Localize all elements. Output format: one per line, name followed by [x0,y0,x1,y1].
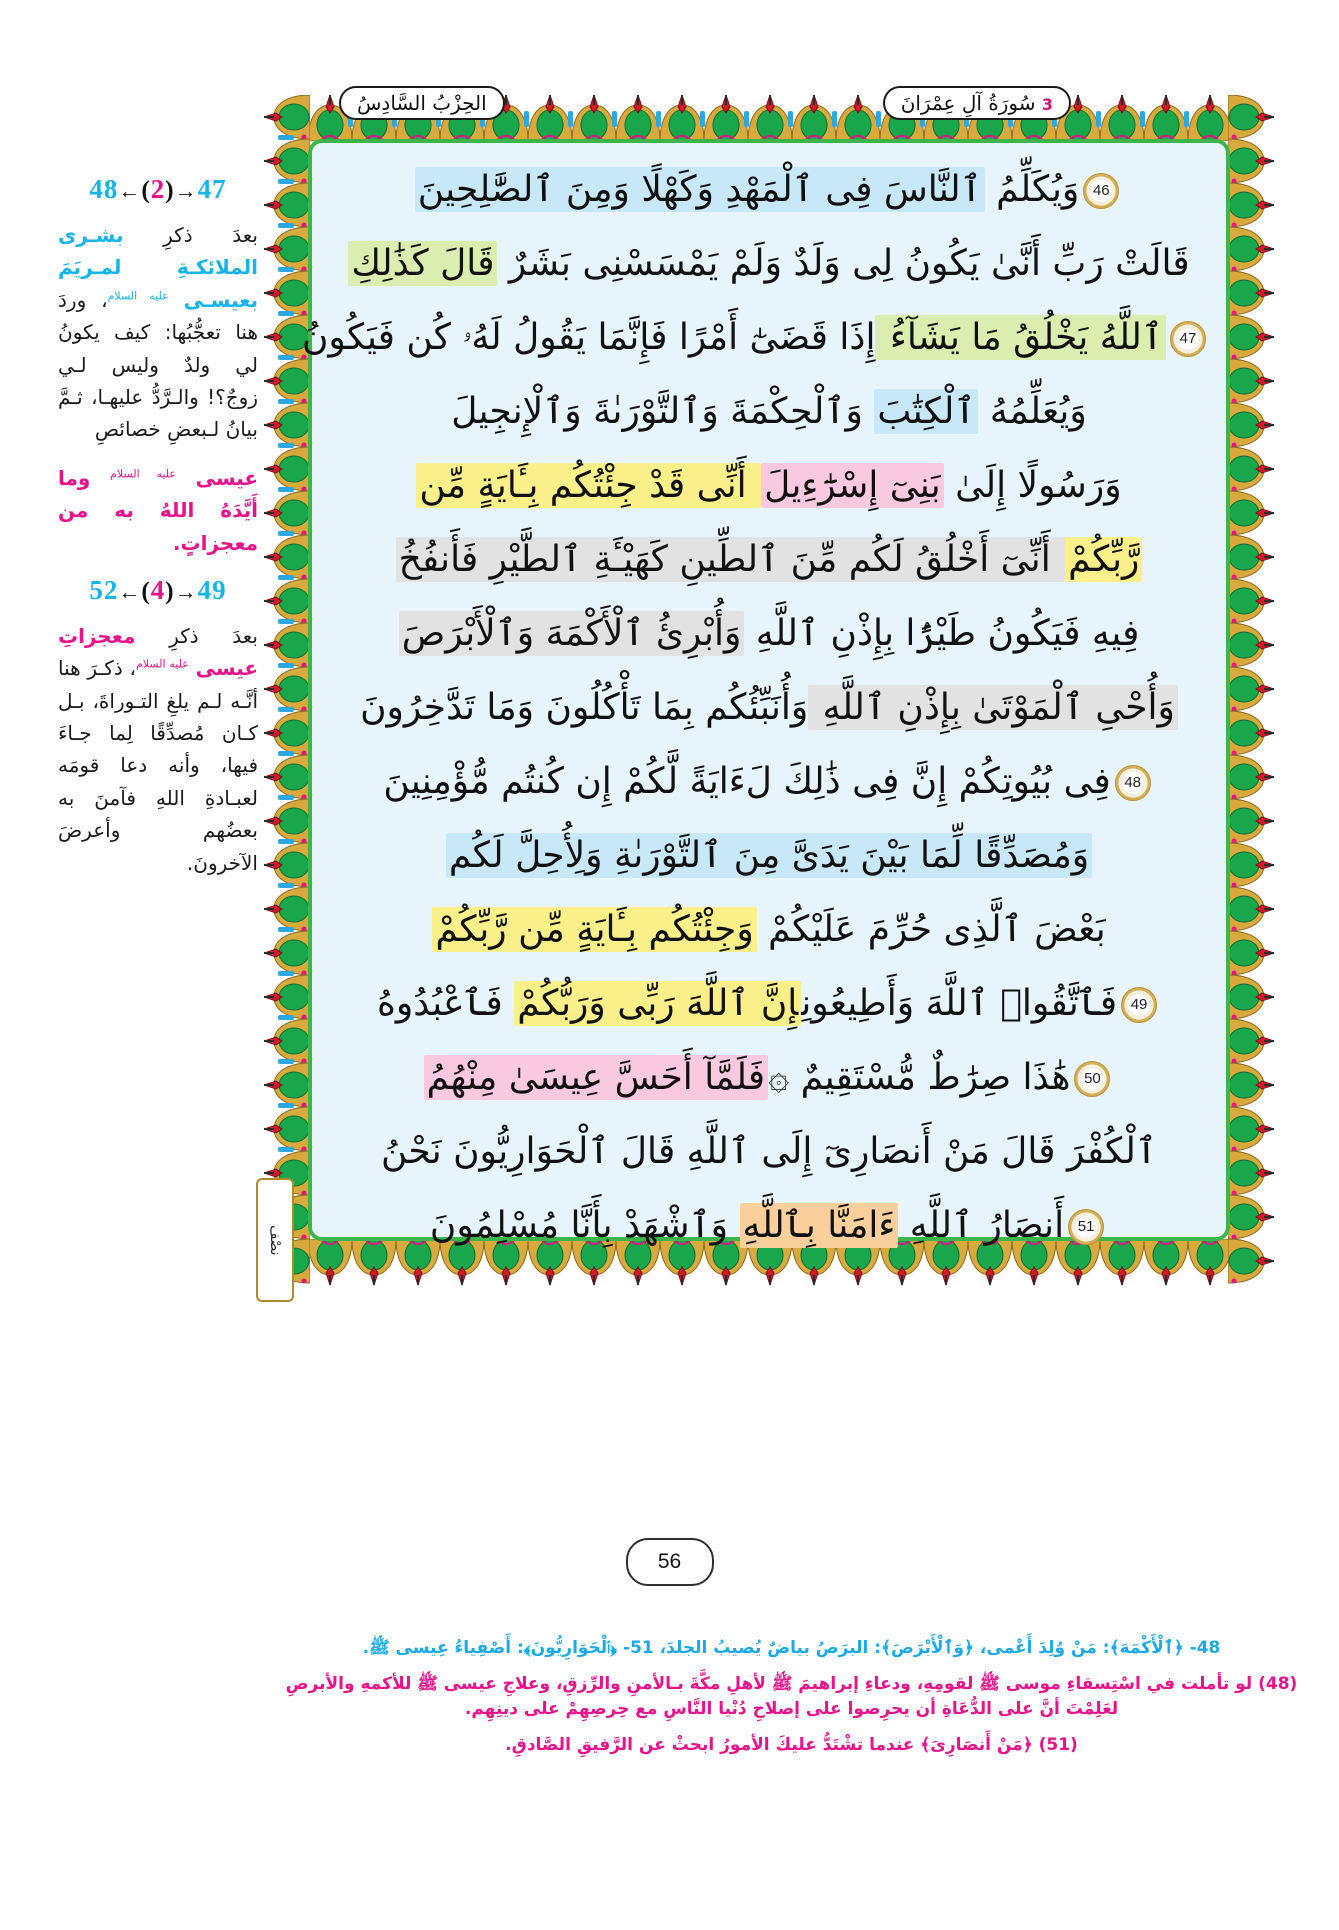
quran-text-segment-highlighted: ٱلْكِتَٰبَ [874,389,978,434]
commentary-paragraph-tail: عيسى $^{عليه السلام}$ وما أَيَّدَهُ اللهُ به من معجزاتٍ. [58,465,259,555]
quran-text-segment-highlighted: وَجِئْتُكُم بِـَٔايَةٍ مِّن رَّبِّكُمْ [432,907,756,952]
border-motif-right [1228,95,1274,1285]
border-motif-left [264,95,310,1285]
quran-line [328,671,1210,745]
quran-line [328,1041,1210,1115]
commentary-paragraph: بعدَ ذكرِ معجزاتِ عيسى $^{عليه السلام}$، ذكـرَ هنا أنَّـه لـم يلغِ التـوراةَ، بـل كـان مُصدِّقًا لِما جـاءَ فيها، وأنه دعا قومَه لعبـادةِ اللهِ فآمنَ به بعضُهم وأعرضَ الآخرونَ. [58,623,259,875]
footnote: 48- ﴿ٱلْأَكْمَهَ﴾: مَنْ وُلِدَ أَعْمى، ﴿وَٱلْأَبْرَصَ﴾: البرَصُ بياضٌ يُصيبُ الجلدَ، 51- ﴿ٱلْحَوَارِيُّونَ﴾: أَصْفِياءُ عِيسى ﷺ. [362,1638,1221,1658]
quran-text-segment-highlighted: وَأُحْىِ ٱلْمَوْتَىٰ بِإِذْنِ ٱللَّهِ [808,685,1178,730]
page-number-text: 56 [657,1550,682,1573]
quran-text-segment-highlighted: فَلَمَّآ أَحَسَّ عِيسَىٰ مِنْهُمُ [424,1055,769,1100]
quran-text-segment: ٱلْكُفْرَ قَالَ مَنْ أَنصَارِىٓ إِلَى ٱللَّهِ قَالَ ٱلْحَوَارِيُّونَ نَحْنُ [381,1131,1157,1172]
commentary-paragraph: بعدَ ذكرِ بشـرى الملائكـةِ لمـريَمَ بعيسـى $^{عليه السلام}$، وردَ هنا تعجُّبُها: كيف يكونُ لي ولدٌ وليس لـي زوجٌ؟! والـرَّدُّ عليهـا، ثـمَّ بيانُ لـبعضِ خصائصِ [58,223,258,442]
quran-text-segment-highlighted: بَنِىٓ إِسْرَٰٓءِيلَ [761,463,944,508]
footnote: (48) لو تأملت في اسْتِسقاءِ موسى ﷺ لقومِهِ، ودعاءِ إبراهيمَ ﷺ لأهلِ مكَّةَ بـالأمنِ والرِّزقِ، وعلاجِ عيسى ﷺ للأكمهِ والأبرصِ لعَلِمْتَ أنَّ على الدُّعَاةِ أن يحرِصوا على إصلاحِ دُنْيا النَّاسِ مع حِرصِهِمْ على دينِهِم. [285,1673,1298,1719]
footnotes-block [262,1636,1321,1768]
quran-text-segment: وَٱلْحِكْمَةَ وَٱلتَّوْرَىٰةَ وَٱلْإِنجِيلَ [451,391,875,432]
quran-text-segment: وَرَسُولًا إِلَىٰ [943,465,1122,506]
quran-line [328,1115,1210,1189]
quran-text-segment-highlighted: ءَامَنَّا بِٱللَّهِ [740,1203,899,1248]
quran-text-segment: إِذَا قَضَىٰٓ أَمْرًا فَإِنَّمَا يَقُولُ لَهُۥ كُن فَيَكُونُ [301,317,876,358]
quran-line [301,301,1210,375]
ayah-number-marker: 47 [1170,321,1206,357]
ayah-range-from: 47 [197,174,227,204]
ornamental-frame [264,95,1274,1285]
quran-text-segment: فَٱتَّقُوا۟ ٱللَّهَ وَأَطِيعُونِ [801,983,1118,1024]
ayah-range-paren-close: ) [165,577,175,605]
ayah-range-indicator [58,174,258,205]
hizb-label [339,86,505,120]
ayah-range-paren-open: ( [141,177,151,204]
quran-text-segment-highlighted: إِنَّ ٱللَّهَ رَبِّى وَرَبُّكُمْ [514,981,801,1026]
quran-line [328,1189,1210,1263]
frame-border-right [1228,95,1274,1285]
quran-line [328,967,1210,1041]
surah-label [883,86,1071,120]
quran-line [328,893,1210,967]
quran-text-segment: فِيهِ فَيَكُونُ طَيْرًۢا بِإِذْنِ ٱللَّهِ [744,613,1140,654]
quran-text-segment: وَٱشْهَدْ بِأَنَّا مُسْلِمُونَ [429,1205,740,1246]
quran-line [328,745,1210,819]
ayah-range-paren-open: ( [141,577,151,605]
hizb-label-text: الحِزْبُ السَّادِسُ [357,91,487,115]
commentary-sidebar [58,170,258,895]
surah-number: 3 [1041,95,1053,114]
ayah-number-marker: 50 [1074,1061,1110,1097]
page-number [626,1538,714,1586]
quran-line [328,153,1210,227]
ayah-range-to: 52 [89,574,119,605]
quran-line [328,523,1210,597]
quran-line [328,597,1210,671]
quran-text-area [301,139,1230,1246]
quran-text-segment-highlighted: ٱللَّهُ يَخْلُقُ مَا يَشَآءُ [875,315,1166,360]
ayah-number-marker: 49 [1121,987,1157,1023]
quran-line [328,449,1210,523]
quran-text-segment: بَعْضَ ٱلَّذِى حُرِّمَ عَلَيْكُمْ [756,909,1106,950]
half-hizb-marker [256,1178,294,1302]
half-hizb-marker-text: نصْف [267,1224,283,1256]
quran-text-segment: وَيُكَلِّمُ [984,169,1080,210]
quran-text-segment-highlighted: ٱلنَّاسَ فِى ٱلْمَهْدِ وَكَهْلًا وَمِنَ ٱلصَّٰلِحِينَ [415,167,985,212]
ayah-range-to: 48 [89,174,119,204]
quran-text-segment: فَٱعْبُدُوهُ [376,983,515,1024]
quran-text-segment-highlighted: أَنِّىٓ أَخْلُقُ لَكُم مِّنَ ٱلطِّينِ كَهَيْـَٔةِ ٱلطَّيْرِ فَأَنفُخُ [396,537,1066,582]
quran-text-segment-highlighted: وَمُصَدِّقًا لِّمَا بَيْنَ يَدَىَّ مِنَ ٱلتَّوْرَىٰةِ وَلِأُحِلَّ لَكُم [446,833,1092,878]
quran-line [328,227,1210,301]
quran-text-segment: قَالَتْ رَبِّ أَنَّىٰ يَكُونُ لِى وَلَدٌ وَلَمْ يَمْسَسْنِى بَشَرٌ [497,243,1190,284]
ayah-range-count: 2 [150,174,166,204]
frame-border-left [264,95,310,1285]
ayah-range-from: 49 [197,574,227,605]
quran-line [328,819,1210,893]
quran-text-segment-highlighted: رَّبِّكُمْ [1065,537,1142,582]
quran-text-segment: وَأُنَبِّئُكُم بِمَا تَأْكُلُونَ وَمَا تَدَّخِرُونَ [360,687,809,728]
quran-text-segment: أَنصَارُ ٱللَّهِ [898,1205,1065,1246]
arrow-right-icon: → [174,578,198,604]
arrow-left-icon: ← [118,578,142,604]
footnote: (51) ﴿مَنْ أَنصَارِىَ﴾ عندما تشْتَدُّ عليكَ الأمورُ ابحثْ عن الرَّفيقِ الصَّادقِ. [505,1734,1078,1755]
quran-text-segment: وَيُعَلِّمُهُ [978,391,1087,432]
surah-label-text: سُورَةُ آلِ عِمْرَانَ [900,91,1036,115]
quran-text-segment-highlighted: أَنِّى قَدْ جِئْتُكُم بِـَٔايَةٍ مِّن [416,463,761,508]
arrow-right-icon: → [174,178,198,203]
quran-text-segment-highlighted: وَأُبْرِئُ ٱلْأَكْمَهَ وَٱلْأَبْرَصَ [399,611,745,656]
ayah-range-count: 4 [150,574,166,605]
quran-text-segment: فِى بُيُوتِكُمْ إِنَّ فِى ذَٰلِكَ لَءَايَةً لَّكُمْ إِن كُنتُم مُّؤْمِنِينَ [383,761,1111,802]
quran-text-segment-highlighted: قَالَ كَذَٰلِكِ [348,241,497,286]
ayah-range-paren-close: ) [165,177,175,204]
quran-line [328,375,1210,449]
ayah-number-marker: 51 [1068,1209,1104,1245]
ayah-number-marker: 46 [1083,173,1119,209]
arrow-left-icon: ← [118,178,142,203]
quran-text-segment: هَٰذَا صِرَٰطٌ مُّسْتَقِيمٌ ۞ [768,1057,1071,1098]
ayah-range-indicator [58,575,258,606]
ayah-number-marker: 48 [1115,765,1151,801]
